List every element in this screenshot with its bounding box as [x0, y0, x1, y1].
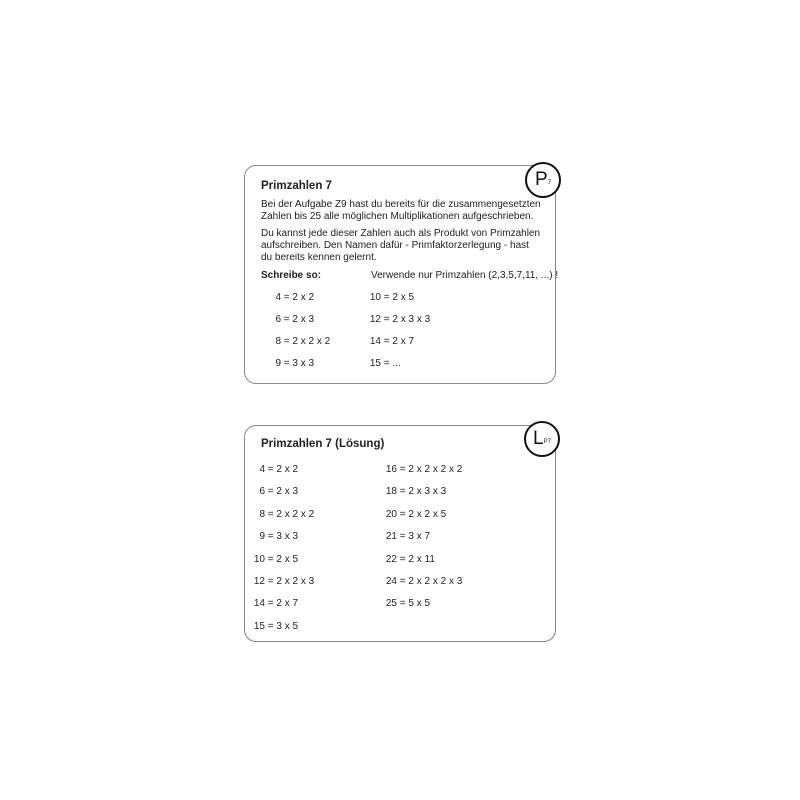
- equation-row: [247, 576, 314, 587]
- factorization: = 5 x 5: [399, 598, 431, 610]
- number: 4: [275, 292, 281, 303]
- factorization: = 2 x 2 x 3: [267, 576, 315, 587]
- badge-subscript: P7: [543, 439, 551, 445]
- factorization: = 2 x 3: [267, 486, 299, 498]
- text-line: Zahlen bis 25 alle möglichen Multiplikationen aufgeschrieben.: [261, 211, 534, 222]
- number: 9: [259, 531, 265, 543]
- factorization: = 2 x 5: [383, 292, 415, 303]
- equation-row: [379, 531, 430, 542]
- badge-letter: P: [534, 169, 548, 190]
- number: 6: [275, 314, 281, 325]
- number: 8: [275, 336, 281, 347]
- number: 4: [259, 464, 265, 475]
- equation-row: [379, 486, 446, 497]
- equation-row: [363, 314, 430, 325]
- factorization: = 2 x 2: [283, 292, 315, 303]
- factorization: = 2 x 2 x 5: [399, 508, 447, 520]
- factorization: = 2 x 11: [399, 553, 435, 565]
- factorization: = 2 x 7: [383, 336, 415, 347]
- equation-row: [363, 358, 401, 369]
- card-title: Primzahlen 7: [261, 180, 332, 192]
- factorization: = 3 x 3: [283, 358, 315, 369]
- number: 18: [385, 486, 397, 498]
- number: 9: [275, 358, 281, 369]
- instruction-label: Schreibe so:: [261, 270, 322, 281]
- factorization: = 2 x 7: [267, 598, 299, 610]
- explanation-paragraph: [261, 228, 561, 264]
- number: 12: [253, 576, 265, 587]
- factorization: = 2 x 2 x 2: [267, 508, 315, 520]
- equation-row: [247, 598, 298, 609]
- factorization: = 2 x 2: [267, 464, 299, 475]
- badge-subscript: 7: [547, 180, 552, 186]
- equation-row: [263, 358, 314, 369]
- number: 14: [253, 598, 265, 610]
- number: 16: [385, 464, 397, 475]
- factorization: = 2 x 3: [283, 314, 315, 325]
- card-badge-p7: [525, 162, 561, 198]
- factorization: = 2 x 3 x 3: [399, 486, 447, 498]
- equation-row: [247, 486, 298, 497]
- equation-row: [363, 292, 414, 303]
- number: 20: [385, 508, 397, 520]
- factorization: = 2 x 2 x 2: [283, 336, 331, 347]
- equation-row: [363, 336, 414, 347]
- card-badge-lp7: [524, 421, 560, 457]
- equation-row: [247, 621, 298, 632]
- number: 6: [259, 486, 265, 498]
- equation-row: [379, 464, 462, 475]
- number: 10: [369, 292, 381, 303]
- number: 12: [369, 314, 381, 325]
- factorization: = 2 x 2 x 2 x 3: [399, 576, 463, 587]
- text-line: aufschreiben. Den Namen dafür - Primfaktorzerlegung - hast: [261, 240, 529, 251]
- equation-row: [247, 554, 298, 565]
- equation-row: [247, 531, 298, 542]
- text-line: Bei der Aufgabe Z9 hast du bereits für die zusammengesetzten: [261, 199, 541, 210]
- factorization: = 3 x 7: [399, 531, 431, 543]
- factorization: = 3 x 5: [267, 620, 299, 632]
- number: 24: [385, 576, 397, 587]
- number: 22: [385, 553, 397, 565]
- equation-row: [379, 509, 446, 520]
- number: 15: [369, 358, 381, 369]
- number: 25: [385, 598, 397, 610]
- text-line: du bereits kennen gelernt.: [261, 252, 377, 263]
- factorization: = 3 x 3: [267, 531, 299, 543]
- intro-paragraph: [261, 199, 561, 223]
- card-title: Primzahlen 7 (Lösung): [261, 438, 385, 450]
- solution-card: [244, 425, 556, 642]
- equation-row: [379, 554, 435, 565]
- equation-row: [247, 464, 298, 475]
- equation-row: [379, 598, 430, 609]
- factorization: = 2 x 5: [267, 553, 299, 565]
- equation-row: [263, 292, 314, 303]
- equation-row: [247, 509, 314, 520]
- equation-row: [379, 576, 462, 587]
- text-line: Du kannst jede dieser Zahlen auch als Produkt von Primzahlen: [261, 228, 541, 239]
- factorization: = 2 x 3 x 3: [383, 314, 431, 325]
- equation-row: [263, 314, 314, 325]
- number: 21: [385, 531, 397, 543]
- task-card: [244, 165, 559, 384]
- number: 8: [259, 508, 265, 520]
- instruction-hint: Verwende nur Primzahlen (2,3,5,7,11, ...) !: [371, 270, 559, 281]
- factorization: = ...: [383, 358, 401, 369]
- number: 14: [369, 336, 381, 347]
- equation-row: [263, 336, 330, 347]
- number: 15: [253, 620, 265, 632]
- badge-letter: L: [533, 428, 544, 449]
- factorization: = 2 x 2 x 2 x 2: [399, 464, 463, 475]
- number: 10: [253, 553, 265, 565]
